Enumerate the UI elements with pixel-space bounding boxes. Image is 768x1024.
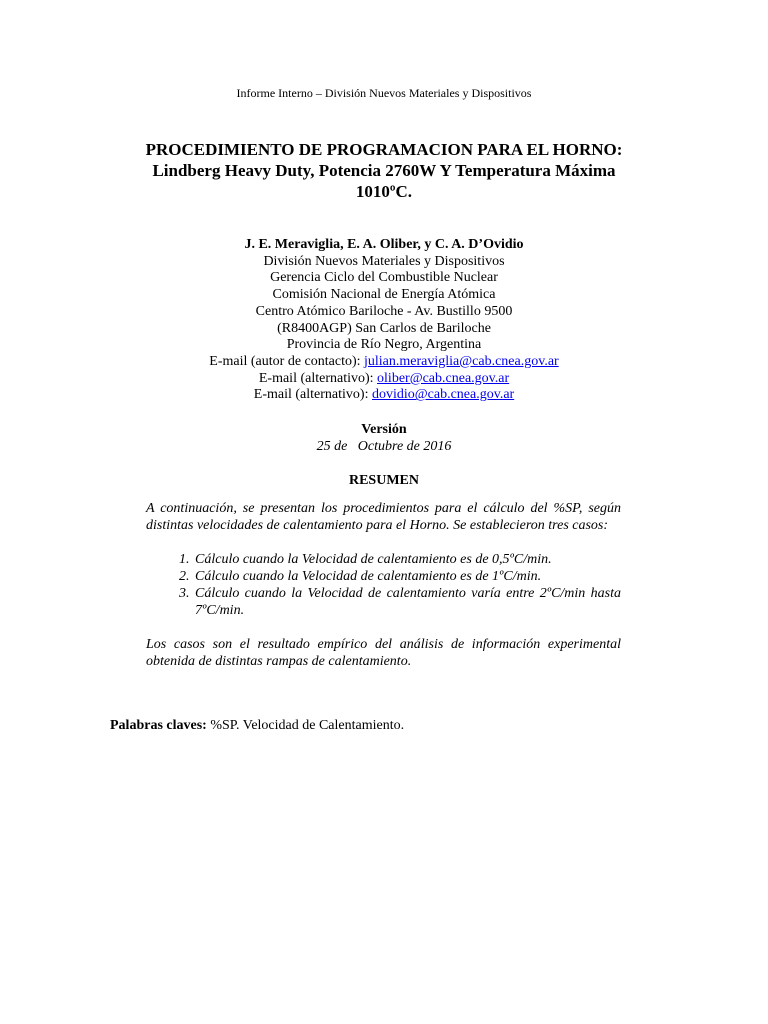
email-alternate-2 [100,387,668,404]
keywords-line [110,718,404,734]
affiliation-line: Centro Atómico Bariloche - Av. Bustillo 9500 [255,303,513,319]
email-link-dovidio[interactable]: dovidio@cab.cnea.gov.ar [371,387,515,403]
email-contact [100,354,668,371]
list-item: 1. Cálculo cuando la Velocidad de calentamiento es de 0,5ºC/min. [193,551,621,568]
version-block [0,421,768,455]
report-header: Informe Interno – División Nuevos Materiales y Dispositivos [236,86,532,100]
email-label: E-mail (alternativo): [253,387,372,403]
email-label: E-mail (alternativo): [258,370,378,386]
version-date: 25 de Octubre de 2016 [316,439,452,454]
abstract-intro: A continuación, se presentan los procedimientos para el cálculo del %SP, según distintas velocidades de calentamiento para el Horno. Se establecieron tres casos: [146,501,621,533]
affiliation-line: Comisión Nacional de Energía Atómica [272,287,496,303]
email-label: E-mail (autor de contacto): [209,353,365,369]
keywords-label: Palabras claves: [110,718,207,733]
authors-affiliation [100,237,668,404]
version-label: Versión [361,422,407,437]
title-line-3: 1010ºC. [355,182,413,201]
email-link-contact[interactable]: julian.meraviglia@cab.cnea.gov.ar [364,353,559,369]
abstract-closing: Los casos son el resultado empírico del análisis de información experimental obtenida de distintas rampas de calentamiento. [146,637,621,669]
author-list: J. E. Meraviglia, E. A. Oliber, y C. A. D’Ovidio [244,237,524,252]
title-line-2: Lindberg Heavy Duty, Potencia 2760W Y Temperatura Máxima [152,161,616,180]
document-title [110,139,658,202]
affiliation-line: División Nuevos Materiales y Dispositivos [263,253,505,269]
email-alternate-1 [100,371,668,388]
affiliation-line: Gerencia Ciclo del Combustible Nuclear [270,270,498,286]
email-link-oliber[interactable]: oliber@cab.cnea.gov.ar [377,370,510,386]
abstract-body [146,500,621,670]
abstract-heading: RESUMEN [348,473,419,488]
list-item: 3. Cálculo cuando la Velocidad de calentamiento varía entre 2ºC/min hasta 7ºC/min. [193,585,621,619]
affiliation-line: Provincia de Río Negro, Argentina [286,337,482,353]
list-item: 2. Cálculo cuando la Velocidad de calentamiento es de 1ºC/min. [193,568,621,585]
affiliation-line: (R8400AGP) San Carlos de Bariloche [277,320,491,336]
cases-list [146,551,621,619]
title-line-1: PROCEDIMIENTO DE PROGRAMACION PARA EL HORNO: [145,140,623,159]
keywords-value: %SP. Velocidad de Calentamiento. [206,718,405,733]
